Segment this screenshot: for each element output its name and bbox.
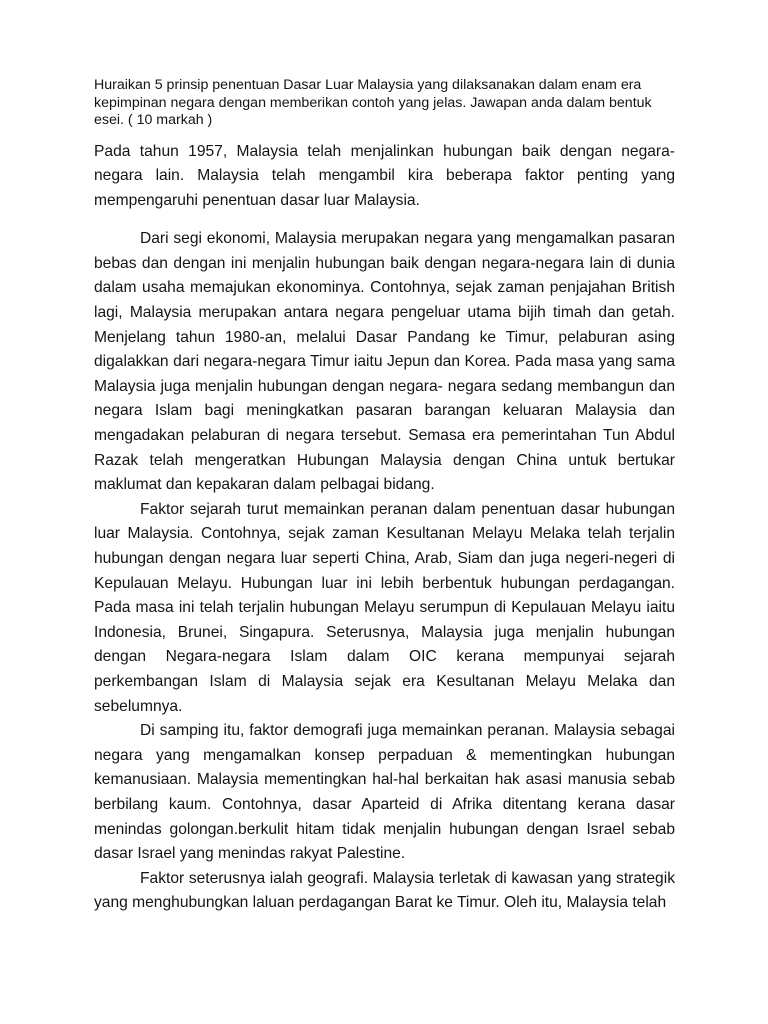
document-page bbox=[94, 77, 675, 916]
essay-question: Huraikan 5 prinsip penentuan Dasar Luar Malaysia yang dilaksanakan dalam enam era kepimpinan negara dengan memberikan contoh yang jelas. Jawapan anda dalam bentuk esei. ( 10 markah ) bbox=[94, 77, 652, 128]
economy-paragraph: Dari segi ekonomi, Malaysia merupakan negara yang mengamalkan pasaran bebas dan dengan ini menjalin hubungan baik dengan negara-negara lain di dunia dalam usaha memajukan ekonominya. Contohnya, sejak zaman penjajahan British lagi, Malaysia merupakan antara negara pengeluar utama bijih timah dan getah. Menjelang tahun 1980-an, melalui Dasar Pandang ke Timur, pelaburan asing digalakkan dari negara-negara Timur iaitu Jepun dan Korea. Pada masa yang sama Malaysia juga menjalin hubungan dengan negara- negara sedang membangun dan negara Islam bagi meningkatkan pasaran barangan keluaran Malaysia dan mengadakan pelaburan di negara tersebut. Semasa era pemerintahan Tun Abdul Razak telah mengeratkan Hubungan Malaysia dengan China untuk bertukar maklumat dan kepakaran dalam pelbagai bidang. bbox=[94, 230, 675, 494]
history-paragraph: Faktor sejarah turut memainkan peranan dalam penentuan dasar hubungan luar Malaysia. Contohnya, sejak zaman Kesultanan Melayu Melaka telah terjalin hubungan dengan negara luar seperti China, Arab, Siam dan juga negeri-negeri di Kepulauan Melayu. Hubungan luar ini lebih berbentuk hubungan perdagangan. Pada masa ini telah terjalin hubungan Melayu serumpun di Kepulauan Melayu iaitu Indonesia, Brunei, Singapura. Seterusnya, Malaysia juga menjalin hubungan dengan Negara-negara Islam dalam OIC kerana mempunyai sejarah perkembangan Islam di Malaysia sejak era Kesultanan Melayu Melaka dan sebelumnya. bbox=[94, 500, 675, 715]
intro-paragraph: Pada tahun 1957, Malaysia telah menjalinkan hubungan baik dengan negara-negara lain. Malaysia telah mengambil kira beberapa faktor penting yang mempengaruhi penentuan dasar luar Malaysia. bbox=[94, 142, 675, 209]
geography-paragraph: Faktor seterusnya ialah geografi. Malaysia terletak di kawasan yang strategik yang menghubungkan laluan perdagangan Barat ke Timur. Oleh itu, Malaysia telah bbox=[94, 869, 675, 912]
demography-paragraph: Di samping itu, faktor demografi juga memainkan peranan. Malaysia sebagai negara yang mengamalkan konsep perpaduan & mementingkan hubungan kemanusiaan. Malaysia mementingkan hal-hal berkaitan hak asasi manusia sebab berbilang kaum. Contohnya, dasar Aparteid di Afrika ditentang kerana dasar menindas golongan.berkulit hitam tidak menjalin hubungan dengan Israel sebab dasar Israel yang menindas rakyat Palestine. bbox=[94, 722, 675, 863]
